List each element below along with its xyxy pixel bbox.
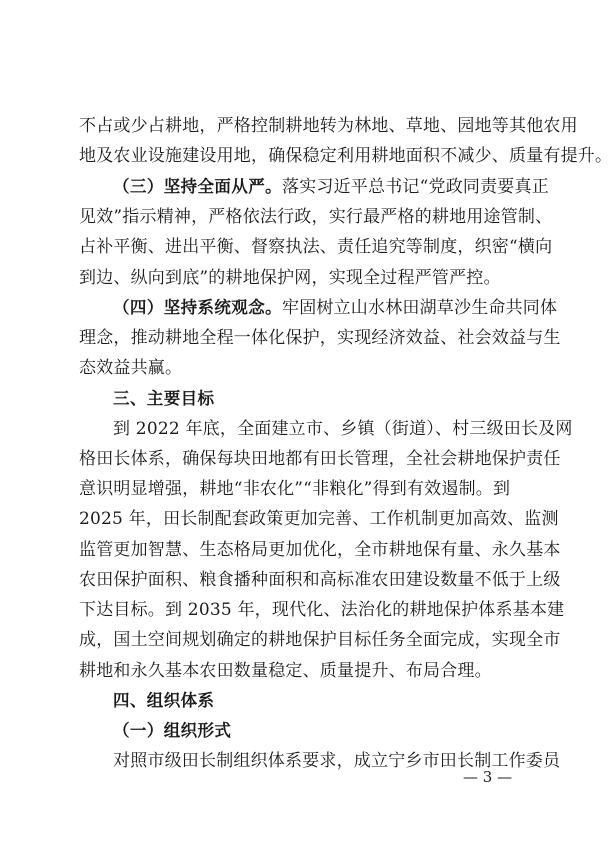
body-line-16: 农田保护面积、粮食播种面积和高标准农田建设数量不低于上级 <box>79 570 561 590</box>
body-line-2: 地及农业设施建设用地，确保稳定利用耕地面积不减少、质量有提升。 <box>79 146 612 166</box>
body-line-22: 对照市级田长制组织体系要求，成立宁乡市田长制工作委员 <box>113 751 561 771</box>
body-line-15: 监管更加智慧、生态格局更加优化，全市耕地保有量、永久基本 <box>79 540 561 560</box>
body-line-14: 2025 年，田长制配套政策更加完善、工作机制更加高效、监测 <box>79 509 559 529</box>
subsection-4-title: （四）坚持系统观念。 <box>113 298 282 317</box>
body-line-19: 耕地和永久基本农田数量稳定、质量提升、布局合理。 <box>79 661 492 681</box>
body-line-18: 成，国土空间规划确定的耕地保护目标任务全面完成，实现全市 <box>79 630 561 650</box>
subsection-3-text: 落实习近平总书记“党政同责要真正 <box>282 177 549 197</box>
section-4-heading: 四、组织体系 <box>113 691 215 710</box>
body-line-1: 不占或少占耕地，严格控制耕地转为林地、草地、园地等其他农用 <box>79 116 578 136</box>
body-line-8: 理念，推动耕地全程一体化保护，实现经济效益、社会效益与生 <box>79 328 561 348</box>
section-3-heading: 三、主要目标 <box>113 389 215 408</box>
body-line-4: 见效”指示精神，严格依法行政，实行最严格的耕地用途管制、 <box>79 207 553 227</box>
subsection-4-paragraph-start <box>113 293 558 323</box>
subsection-4-text: 牢固树立山水林田湖草沙生命共同体 <box>282 298 558 318</box>
body-line-9: 态效益共赢。 <box>79 358 183 378</box>
subsection-3-paragraph-start <box>113 172 549 202</box>
subsection-3-title: （三）坚持全面从严。 <box>113 177 282 196</box>
page-number: — 3 — <box>463 768 513 786</box>
body-line-5: 占补平衡、进出平衡、督察执法、责任追究等制度，织密“横向 <box>79 237 553 257</box>
body-line-12: 格田长体系，确保每块田地都有田长管理，全社会耕地保护责任 <box>79 449 561 469</box>
body-line-11: 到 2022 年底，全面建立市、乡镇（街道）、村三级田长及网 <box>113 419 573 439</box>
body-line-6: 到边、纵向到底”的耕地保护网，实现全过程严管严控。 <box>79 268 501 288</box>
subsection-1-heading: （一）组织形式 <box>113 721 232 740</box>
body-line-17: 下达目标。到 2035 年，现代化、法治化的耕地保护体系基本建 <box>79 600 565 620</box>
body-line-13: 意识明显增强，耕地“非农化”“非粮化”得到有效遏制。到 <box>79 479 511 499</box>
